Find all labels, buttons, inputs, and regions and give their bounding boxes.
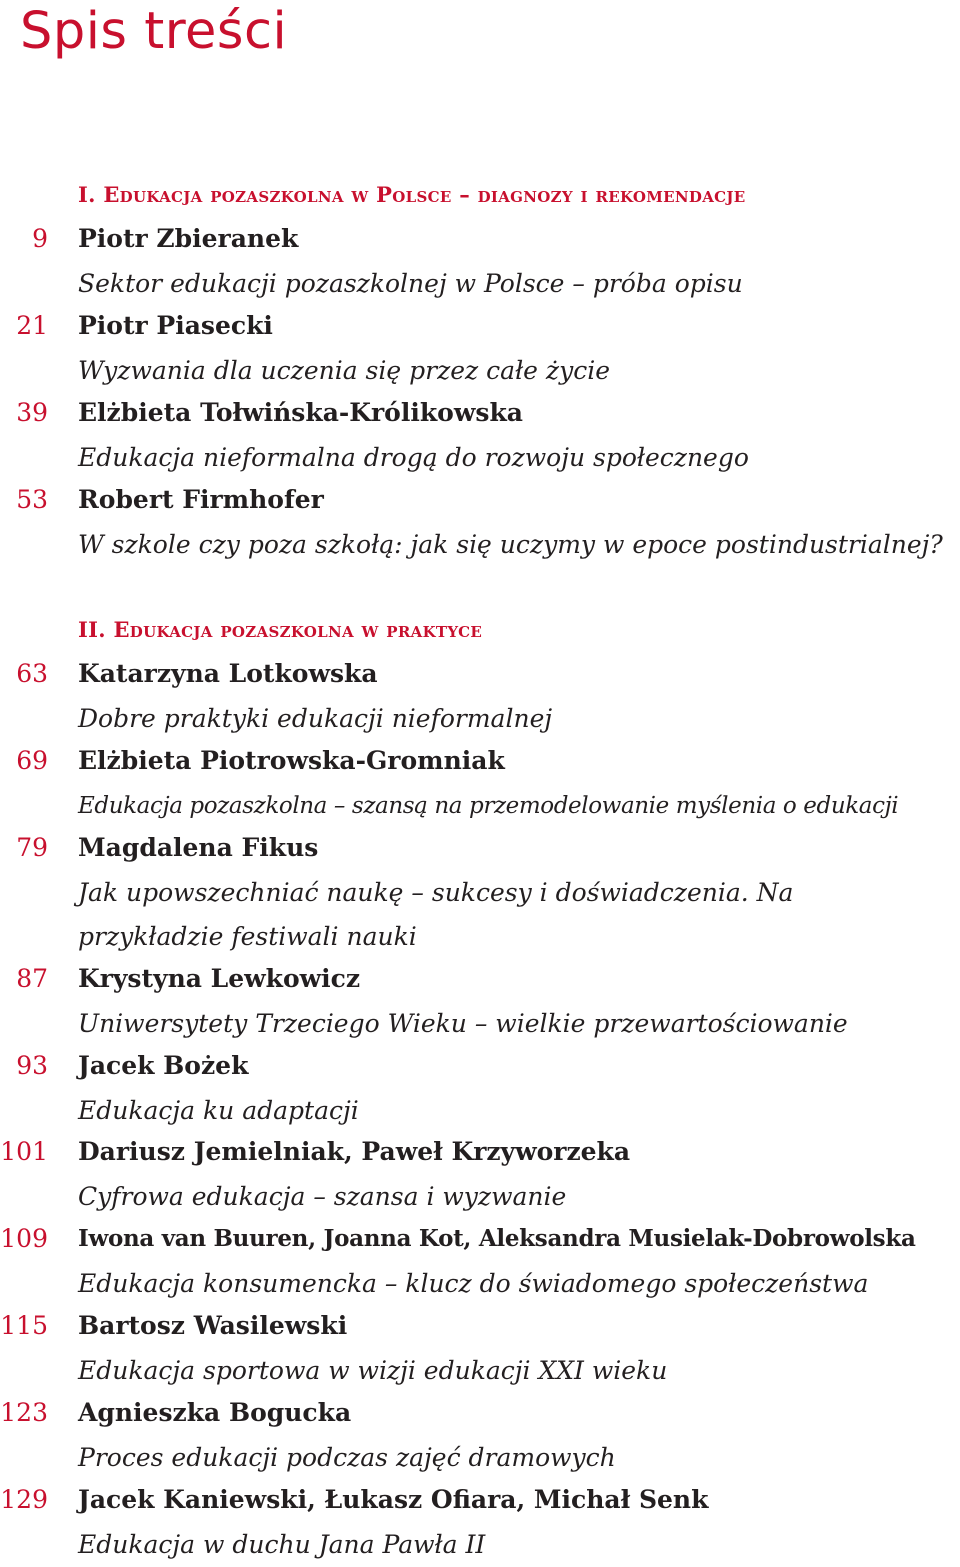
entry-title: Uniwersytety Trzeciego Wieku – wielkie przewartościowanie: [78, 1009, 848, 1038]
entry-title: Wyzwania dla uczenia się przez całe życie: [78, 356, 611, 385]
page-number: 39: [16, 398, 48, 427]
entry-author: Piotr Zbieranek: [78, 224, 299, 253]
entry-author: Elżbieta Piotrowska-Gromniak: [78, 746, 505, 775]
entry-author: Agnieszka Bogucka: [78, 1398, 352, 1427]
page-number: 109: [0, 1224, 48, 1253]
entry-author: Jacek Kaniewski, Łukasz Ofiara, Michał Senk: [78, 1485, 709, 1514]
entry-author: Krystyna Lewkowicz: [78, 964, 361, 993]
entry-title: W szkole czy poza szkołą: jak się uczymy w epoce postindustrialnej?: [78, 530, 943, 559]
entry-title: Jak upowszechniać naukę – sukcesy i doświadczenia. Na przykładzie festiwali nauki: [78, 878, 794, 951]
entry-author: Bartosz Wasilewski: [78, 1311, 348, 1340]
entry-author: Elżbieta Tołwińska-Królikowska: [78, 398, 523, 427]
entry-title: Cyfrowa edukacja – szansa i wyzwanie: [78, 1182, 567, 1211]
entry-title: Dobre praktyki edukacji nieformalnej: [78, 704, 553, 733]
page-number: 63: [16, 659, 48, 688]
entry-title: Edukacja sportowa w wizji edukacji XXI wieku: [78, 1356, 668, 1385]
page-number: 87: [16, 964, 48, 993]
page-title: Spis treści: [20, 2, 288, 61]
entry-title: Edukacja ku adaptacji: [78, 1096, 359, 1125]
entry-author: Magdalena Fikus: [78, 833, 319, 862]
entry-title: Edukacja konsumencka – klucz do świadomego społeczeństwa: [78, 1269, 869, 1298]
page-number: 115: [0, 1311, 48, 1340]
entry-author: Dariusz Jemielniak, Paweł Krzyworzeka: [78, 1137, 631, 1166]
entry-author: Katarzyna Lotkowska: [78, 659, 378, 688]
entry-author: Piotr Piasecki: [78, 311, 273, 340]
page-number: 101: [0, 1137, 48, 1166]
entry-title: Proces edukacji podczas zajęć dramowych: [78, 1443, 616, 1472]
entry-author: Robert Firmhofer: [78, 485, 324, 514]
entry-title: Edukacja pozaszkolna – szansą na przemodelowanie myślenia o edukacji: [78, 793, 899, 819]
page-number: 129: [0, 1485, 48, 1514]
section-heading: II. Edukacja pozaszkolna w praktyce: [78, 617, 483, 642]
page-number: 21: [16, 311, 48, 340]
page-number: 93: [16, 1051, 48, 1080]
entry-author: Jacek Bożek: [78, 1051, 249, 1080]
page-number: 123: [0, 1398, 48, 1427]
page-number: 9: [32, 224, 48, 253]
entry-author: Iwona van Buuren, Joanna Kot, Aleksandra Musielak-Dobrowolska: [78, 1225, 916, 1252]
section-heading: I. Edukacja pozaszkolna w Polsce – diagnozy i rekomendacje: [78, 182, 746, 207]
entry-title: Edukacja nieformalna drogą do rozwoju społecznego: [78, 443, 749, 472]
page-number: 79: [16, 833, 48, 862]
entry-title: Sektor edukacji pozaszkolnej w Polsce – próba opisu: [78, 269, 743, 298]
entry-title: Edukacja w duchu Jana Pawła II: [78, 1530, 486, 1559]
page-number: 69: [16, 746, 48, 775]
page-number: 53: [16, 485, 48, 514]
